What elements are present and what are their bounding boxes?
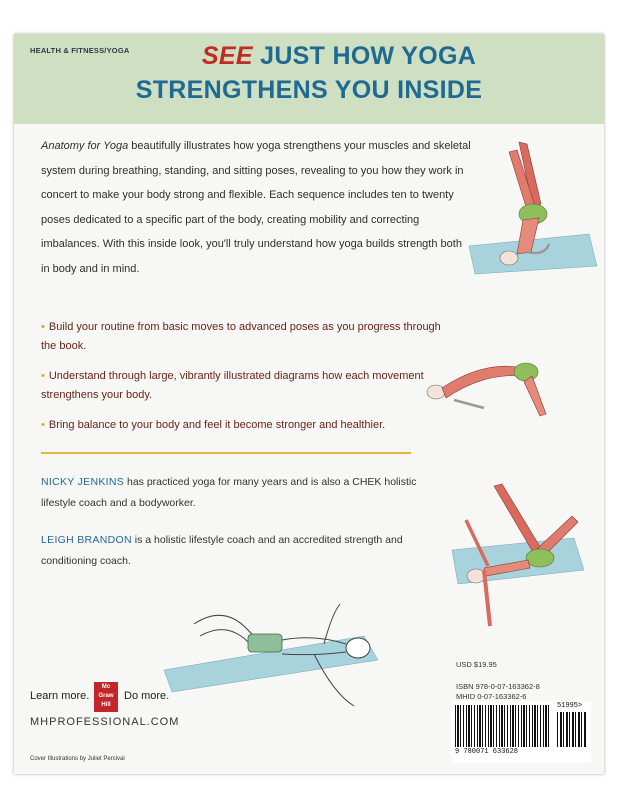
barcode-number: 9 780071 633628 <box>455 748 519 756</box>
publisher-website: MHPROFESSIONAL.COM <box>30 716 180 728</box>
yoga-figure-supine-twist-illustration <box>164 584 394 714</box>
bullet-item <box>41 416 451 435</box>
bullet-dot-icon: • <box>41 370 45 382</box>
bullet-text: Build your routine from basic moves to advanced poses as you progress through the book. <box>41 321 441 352</box>
bullet-dot-icon: • <box>41 321 45 333</box>
mhid-label: MHID 0-07-163362-6 <box>456 692 527 701</box>
bullet-item <box>41 318 451 355</box>
author-bio-text: has practiced yoga for many years and is also a CHEK holistic lifestyle coach and a bodyworker. <box>41 476 417 509</box>
book-title: Anatomy for Yoga <box>41 140 129 152</box>
intro-paragraph <box>41 134 471 281</box>
author-bio-1 <box>41 472 451 514</box>
headline-line-2: STRENGTHENS YOU INSIDE <box>135 76 483 104</box>
do-more-text: Do more. <box>124 690 170 702</box>
bullet-item <box>41 367 451 404</box>
bullet-list <box>41 318 451 447</box>
headline-line-1-text: JUST HOW YOGA <box>260 42 477 70</box>
illustration-credit: Cover Illustrations by Juliet Percival <box>30 756 125 762</box>
isbn-block <box>456 682 540 702</box>
author-bio-2 <box>41 530 451 572</box>
barcode-addon-bars <box>557 712 587 747</box>
barcode-addon-number: 51995> <box>557 702 583 710</box>
isbn-label: ISBN 978-0-07-163362-8 <box>456 682 540 691</box>
author-name: NICKY JENKINS <box>41 476 125 488</box>
author-name: LEIGH BRANDON <box>41 534 132 546</box>
learn-more-text: Learn more. <box>30 690 90 702</box>
mcgraw-hill-logo: Mc Graw Hill <box>94 682 118 712</box>
book-back-cover <box>14 34 604 774</box>
divider-rule <box>41 452 411 454</box>
header-band <box>14 34 604 124</box>
headline-line-1 <box>74 42 604 71</box>
bullet-dot-icon: • <box>41 419 45 431</box>
yoga-figure-leg-raise-illustration <box>444 480 594 630</box>
bullet-text: Bring balance to your body and feel it become stronger and healthier. <box>48 419 386 431</box>
price-label: USD $19.95 <box>456 660 497 669</box>
yoga-figure-bridge-illustration <box>414 342 554 422</box>
author-bio-text: is a holistic lifestyle coach and an accredited strength and conditioning coach. <box>41 534 403 567</box>
category-label: HEALTH & FITNESS/YOGA <box>30 46 130 55</box>
yoga-figure-shoulderstand-illustration <box>469 134 599 274</box>
bullet-text: Understand through large, vibrantly illustrated diagrams how each movement strengthens your body. <box>41 370 424 401</box>
intro-text: beautifully illustrates how yoga strengthens your muscles and skeletal system during breathing, standing, and sitting poses, revealing to you how they work in concert to make your body strong and flexible. Each sequence includes ten to twenty poses dedicated to a specific part of the body, creating mobility and correcting imbalances. With this inside look, you'll truly understand how yoga builds strength both in body and in mind. <box>41 140 471 275</box>
headline-emphasis: SEE <box>201 42 253 70</box>
barcode <box>451 701 591 763</box>
barcode-bars <box>455 705 551 747</box>
